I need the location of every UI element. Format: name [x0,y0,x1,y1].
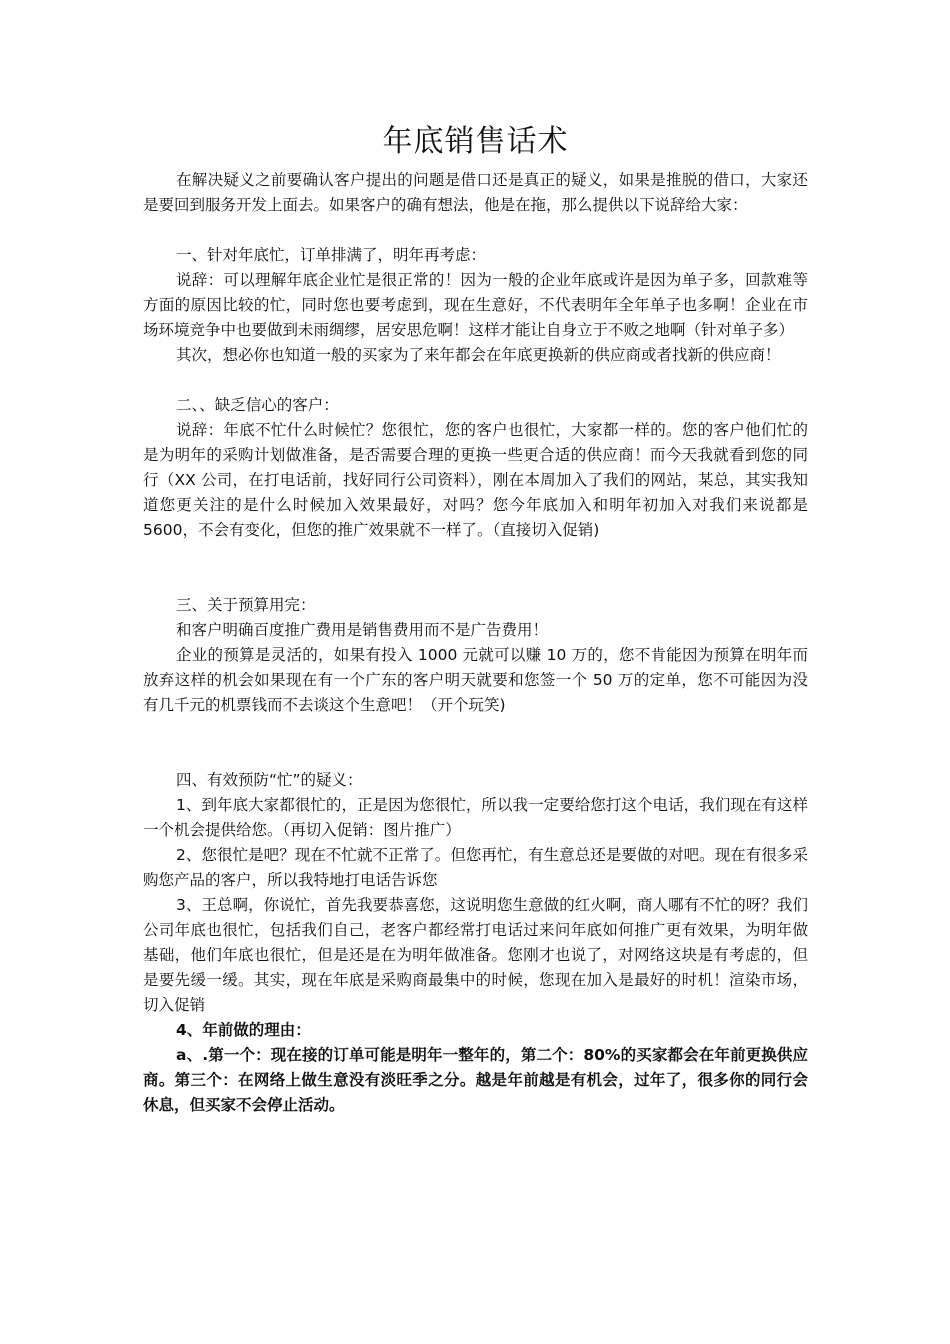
section4-item-1: 1、到年底大家都很忙的，正是因为您很忙，所以我一定要给您打这个电话，我们现在有这样一个机会提供给您。（再切入促销：图片推广） [143,796,808,839]
section3-paragraph-2: 企业的预算是灵活的，如果有投入 1000 元就可以赚 10 万的，您不肯能因为预算在明年而放弃这样的机会如果现在有一个广东的客户明天就要和您签一个 50 万的定单，您不可能因为没有几千元的机票钱而不去谈这个生意吧！（开个玩笑) [143,646,808,714]
document-body [143,122,808,1118]
section1-paragraph-2: 其次，想必你也知道一般的买家为了来年都会在年底更换新的供应商或者找新的供应商！ [176,346,781,364]
section1-paragraph-1: 说辞：可以理解年底企业忙是很正常的！因为一般的企业年底或许是因为单子多，回款难等方面的原因比较的忙，同时您也要考虑到，现在生意好，不代表明年全年单子也多啊！企业在市场环境竞争中也要做到未雨绸缪，居安思危啊！这样才能让自身立于不败之地啊（针对单子多） [143,271,808,339]
section4-item-4-heading: 4、年前做的理由： [176,1021,311,1039]
section3-paragraph-1: 和客户明确百度推广费用是销售费用而不是广告费用！ [176,621,549,639]
spacer [143,718,808,768]
section4-item-2: 2、您很忙是吧？现在不忙就不正常了。但您再忙，有生意总还是要做的对吧。现在有很多采购您产品的客户，所以我特地打电话告诉您 [143,846,808,889]
section3-heading: 三、关于预算用完： [176,596,316,614]
section2-heading: 二、、缺乏信心的客户： [176,396,339,414]
spacer [143,543,808,593]
section4-heading: 四、有效预防“忙”的疑义： [176,771,363,789]
section4-item-4-body: a、.第一个：现在接的订单可能是明年一整年的，第二个：80%的买家都会在年前更换供应商。第三个：在网络上做生意没有淡旺季之分。越是年前越是有机会，过年了，很多你的同行会休息，但买家不会停止活动。 [143,1046,808,1114]
section1-heading: 一、针对年底忙，订单排满了，明年再考虑： [176,246,487,264]
spacer [143,368,808,393]
section2-paragraph-1: 说辞：年底不忙什么时候忙？您很忙，您的客户也很忙，大家都一样的。您的客户他们忙的是为明年的采购计划做准备，是否需要合理的更换一些更合适的供应商！而今天我就看到您的同行（XX 公司，在打电话前，找好同行公司资料），刚在本周加入了我们的网站，某总，其实我知道您更关注的是什么时候加入效果最好，对吗？您今年底加入和明年初加入对我们来说都是 5600，不会有变化，但您的推广效果就不一样了。（直接切入促销) [143,421,808,539]
intro-paragraph: 在解决疑义之前要确认客户提出的问题是借口还是真正的疑义，如果是推脱的借口，大家还是要回到服务开发上面去。如果客户的确有想法，他是在拖，那么提供以下说辞给大家： [143,171,808,214]
spacer [143,218,808,243]
section4-item-3: 3、王总啊，你说忙，首先我要恭喜您，这说明您生意做的红火啊，商人哪有不忙的呀？我们公司年底也很忙，包括我们自己，老客户都经常打电话过来问年底如何推广更有效果，为明年做基础，他们年底也很忙，但是还是在为明年做准备。您刚才也说了，对网络这块是有考虑的，但是要先缓一缓。其实，现在年底是采购商最集中的时候，您现在加入是最好的时机！渲染市场，切入促销 [143,896,808,1014]
document-title: 年底销售话术 [382,124,569,159]
